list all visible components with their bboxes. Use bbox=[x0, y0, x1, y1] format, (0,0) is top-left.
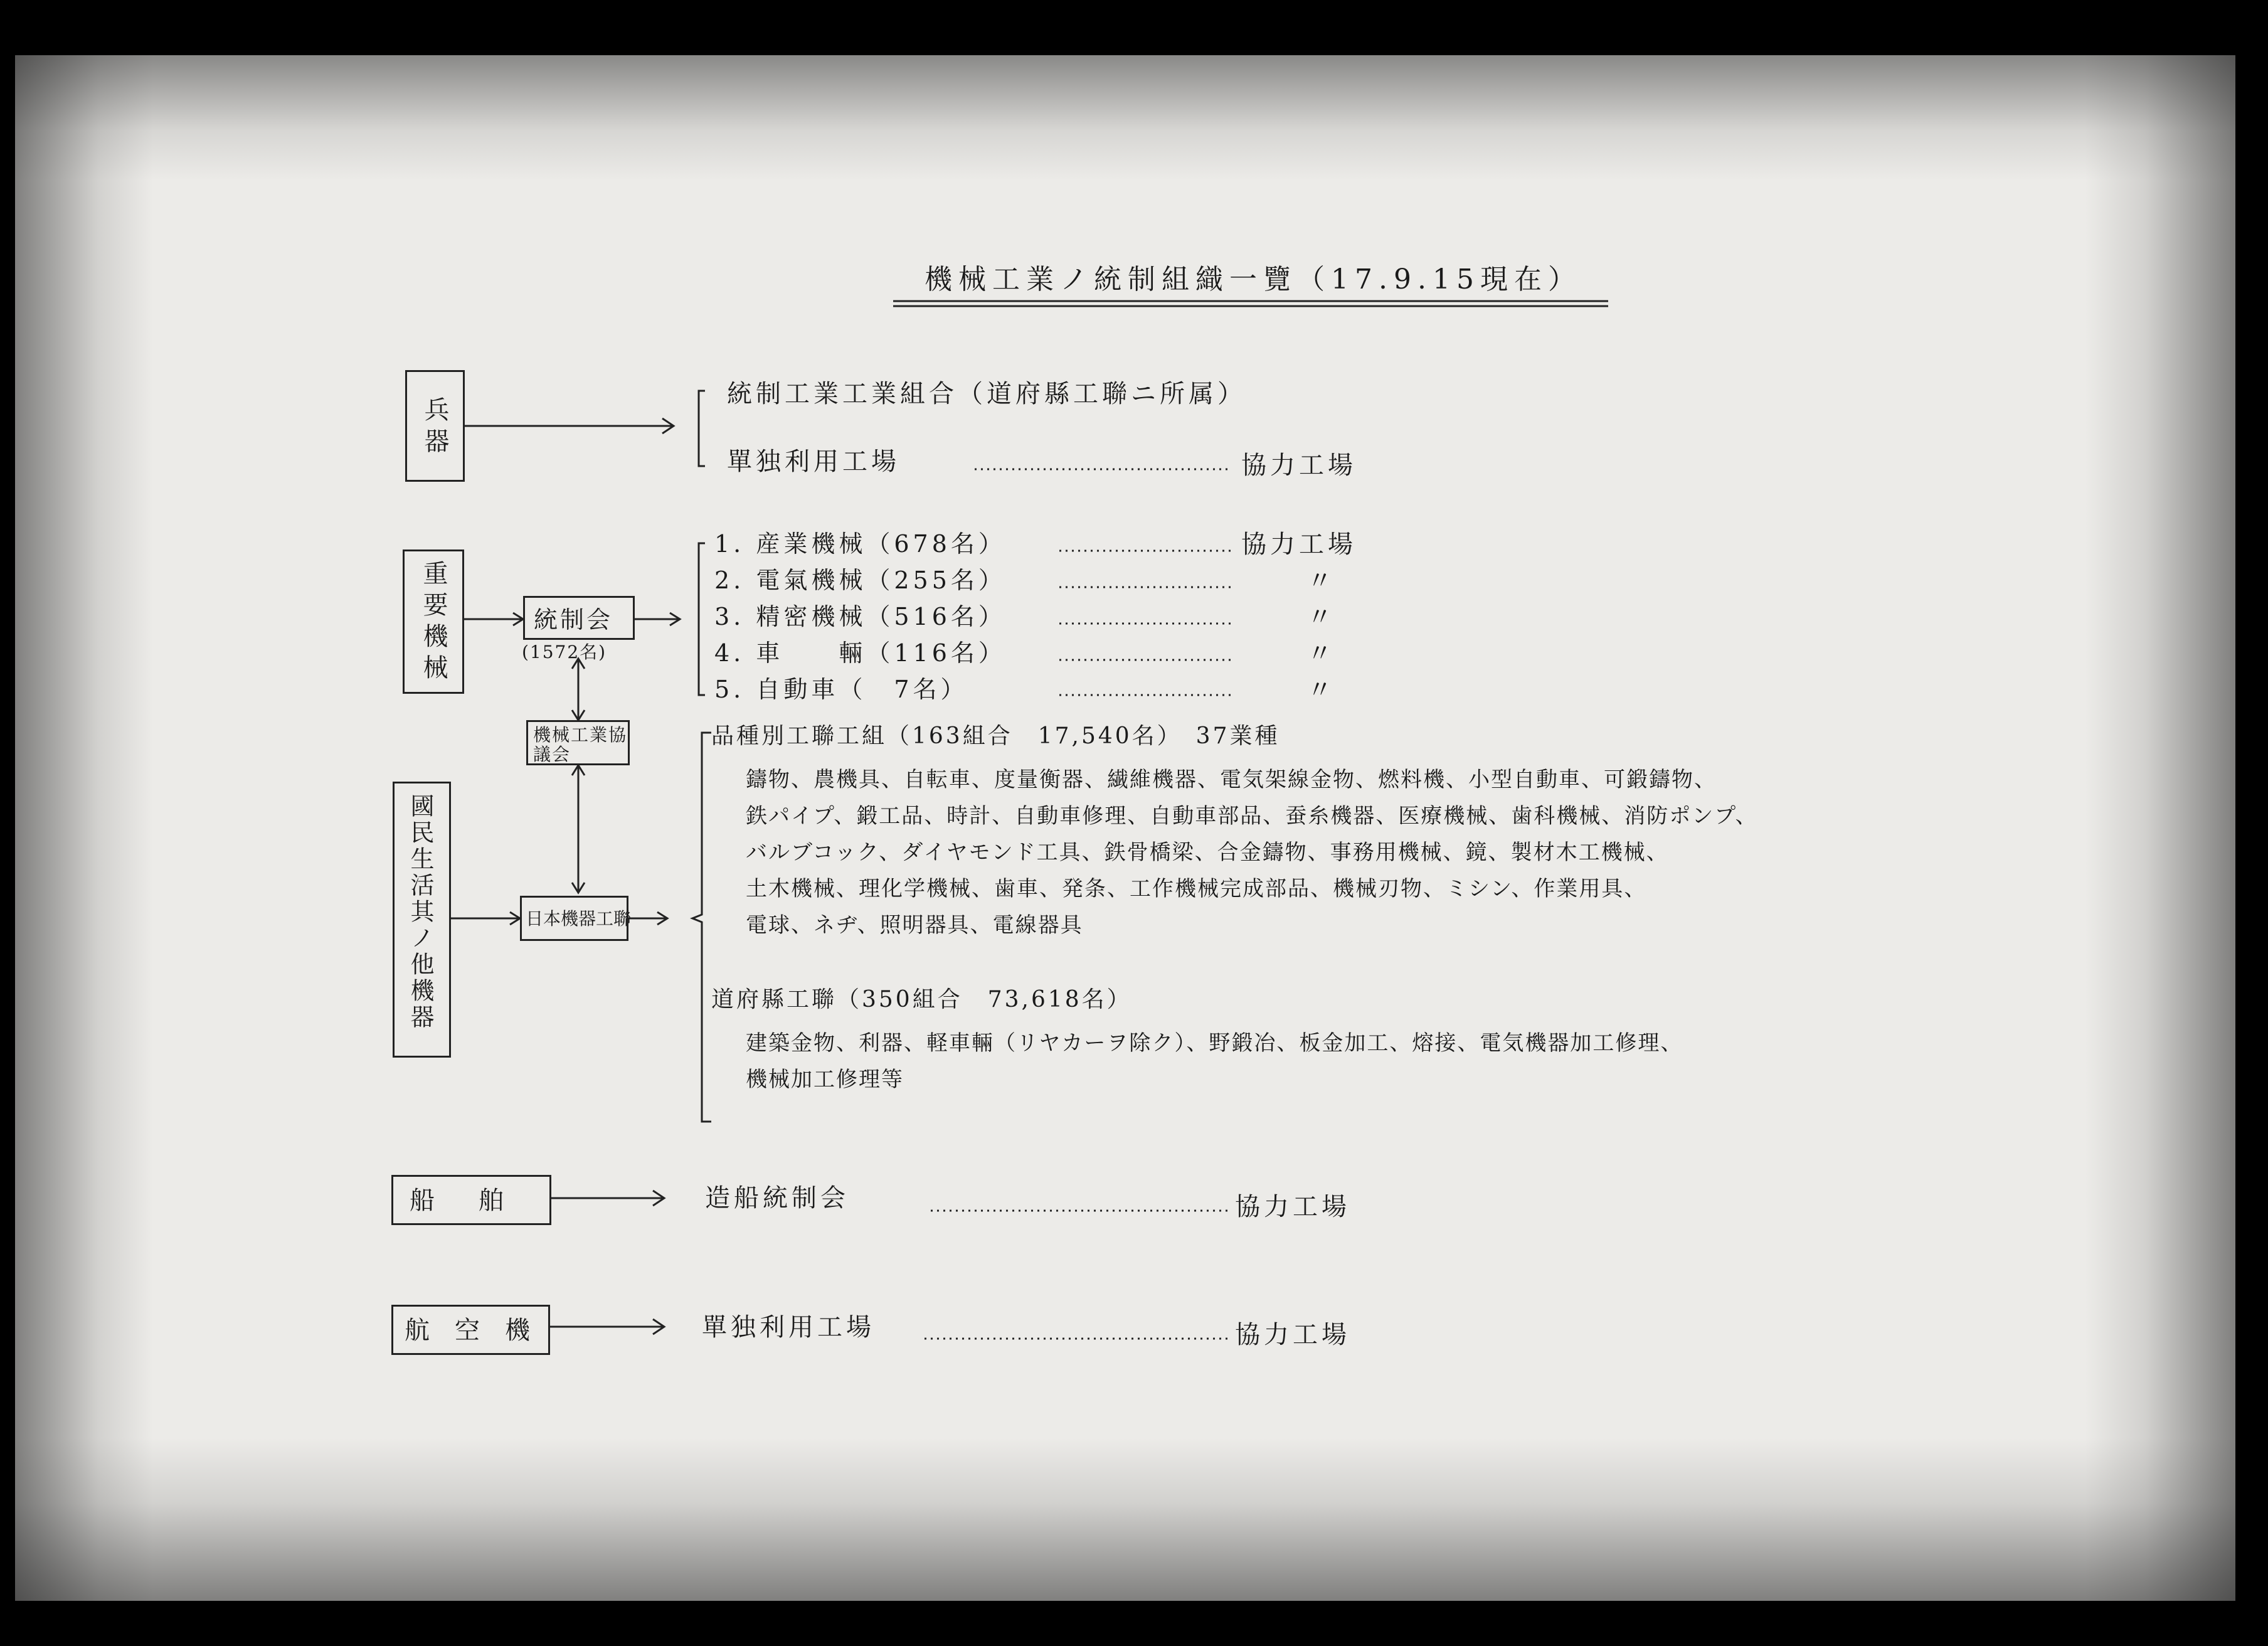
civil-section-1-row-4: 土木機械、理化学機械、歯車、発条、工作機械完成部品、機械刃物、ミシン、作業用具、 bbox=[746, 876, 1647, 901]
machine-council-label: 機械工業協議会 bbox=[533, 725, 628, 765]
ships-box bbox=[391, 1175, 551, 1225]
weapons-line-2: 單独利用工場 bbox=[727, 447, 900, 476]
nihon-kikai-box bbox=[520, 896, 632, 941]
weapons-label: 兵器 bbox=[420, 396, 449, 459]
civil-section-1-row-1: 鑄物、農機具、自転車、度量衡器、繊維機器、電気架線金物、燃料機、小型自動車、可鍛鑄物、 bbox=[746, 767, 1717, 792]
civil-section-2-row-1: 建築金物、利器、軽車輛（リヤカーヲ除ク）、野鍛冶、板金加工、熔接、電気機器加工修理、 bbox=[746, 1031, 1683, 1056]
machine-council-box bbox=[526, 720, 630, 765]
important-line-4: 4. 車 輛（116名） bbox=[714, 639, 1006, 667]
document-sheet bbox=[15, 55, 2235, 1601]
civil-machinery-box bbox=[393, 782, 451, 1058]
important-line-2: 2. 電氣機械（255名） bbox=[714, 566, 1006, 594]
aircraft-box bbox=[391, 1305, 555, 1355]
weapons-line-2-right: 協力工場 bbox=[1241, 451, 1357, 480]
important-line-3: 3. 精密機械（516名） bbox=[714, 603, 1006, 630]
ships-line: 造船統制会 bbox=[705, 1184, 849, 1213]
important-line-3-right: 〃 bbox=[1307, 603, 1336, 632]
important-line-4-right: 〃 bbox=[1307, 639, 1336, 668]
control-association-label: 統制会 bbox=[534, 606, 613, 634]
nihon-kikai-label: 日本機器工聯 bbox=[526, 908, 632, 929]
weapons-box bbox=[405, 370, 465, 482]
page-title: 機械工業ノ統制組織一覽（17.9.15現在） bbox=[925, 263, 1582, 295]
civil-section-2-row-2: 機械加工修理等 bbox=[746, 1067, 904, 1092]
important-line-5: 5. 自動車（ 7名） bbox=[714, 676, 968, 703]
important-line-2-right: 〃 bbox=[1307, 566, 1336, 595]
civil-section-1-heading: 品種別工聯工組（163組合 17,540名） 37業種 bbox=[711, 723, 1280, 749]
civil-section-2-heading: 道府縣工聯（350組合 73,618名） bbox=[711, 987, 1132, 1012]
important-line-1-right: 協力工場 bbox=[1241, 530, 1357, 559]
aircraft-label: 航空機 bbox=[405, 1316, 555, 1345]
ships-line-right: 協力工場 bbox=[1235, 1192, 1350, 1221]
control-association-count: (1572名) bbox=[522, 642, 607, 662]
aircraft-line-right: 協力工場 bbox=[1235, 1320, 1350, 1349]
aircraft-line: 單独利用工場 bbox=[702, 1313, 875, 1342]
important-line-5-right: 〃 bbox=[1307, 676, 1336, 704]
ships-label: 船舶 bbox=[410, 1186, 548, 1215]
civil-machinery-label: 國民生活其ノ他機器 bbox=[406, 794, 434, 1031]
control-association-box bbox=[523, 596, 635, 640]
important-machinery-box bbox=[403, 550, 464, 694]
weapons-line-1: 統制工業工業組合（道府縣工聯ニ所属） bbox=[727, 380, 1246, 408]
civil-section-1-row-5: 電球、ネヂ、照明器具、電線器具 bbox=[746, 913, 1083, 938]
important-line-1: 1. 産業機械（678名） bbox=[714, 530, 1006, 558]
civil-section-1-row-3: バルブコック、ダイヤモンド工具、鉄骨橋梁、合金鑄物、事務用機械、鏡、製材木工機械、 bbox=[746, 840, 1669, 865]
important-machinery-label: 重要機械 bbox=[419, 560, 448, 686]
civil-section-1-row-2: 鉄パイプ、鍛工品、時計、自動車修理、自動車部品、蚕糸機器、医療機械、歯科機械、消防ポンプ、 bbox=[746, 804, 1758, 829]
